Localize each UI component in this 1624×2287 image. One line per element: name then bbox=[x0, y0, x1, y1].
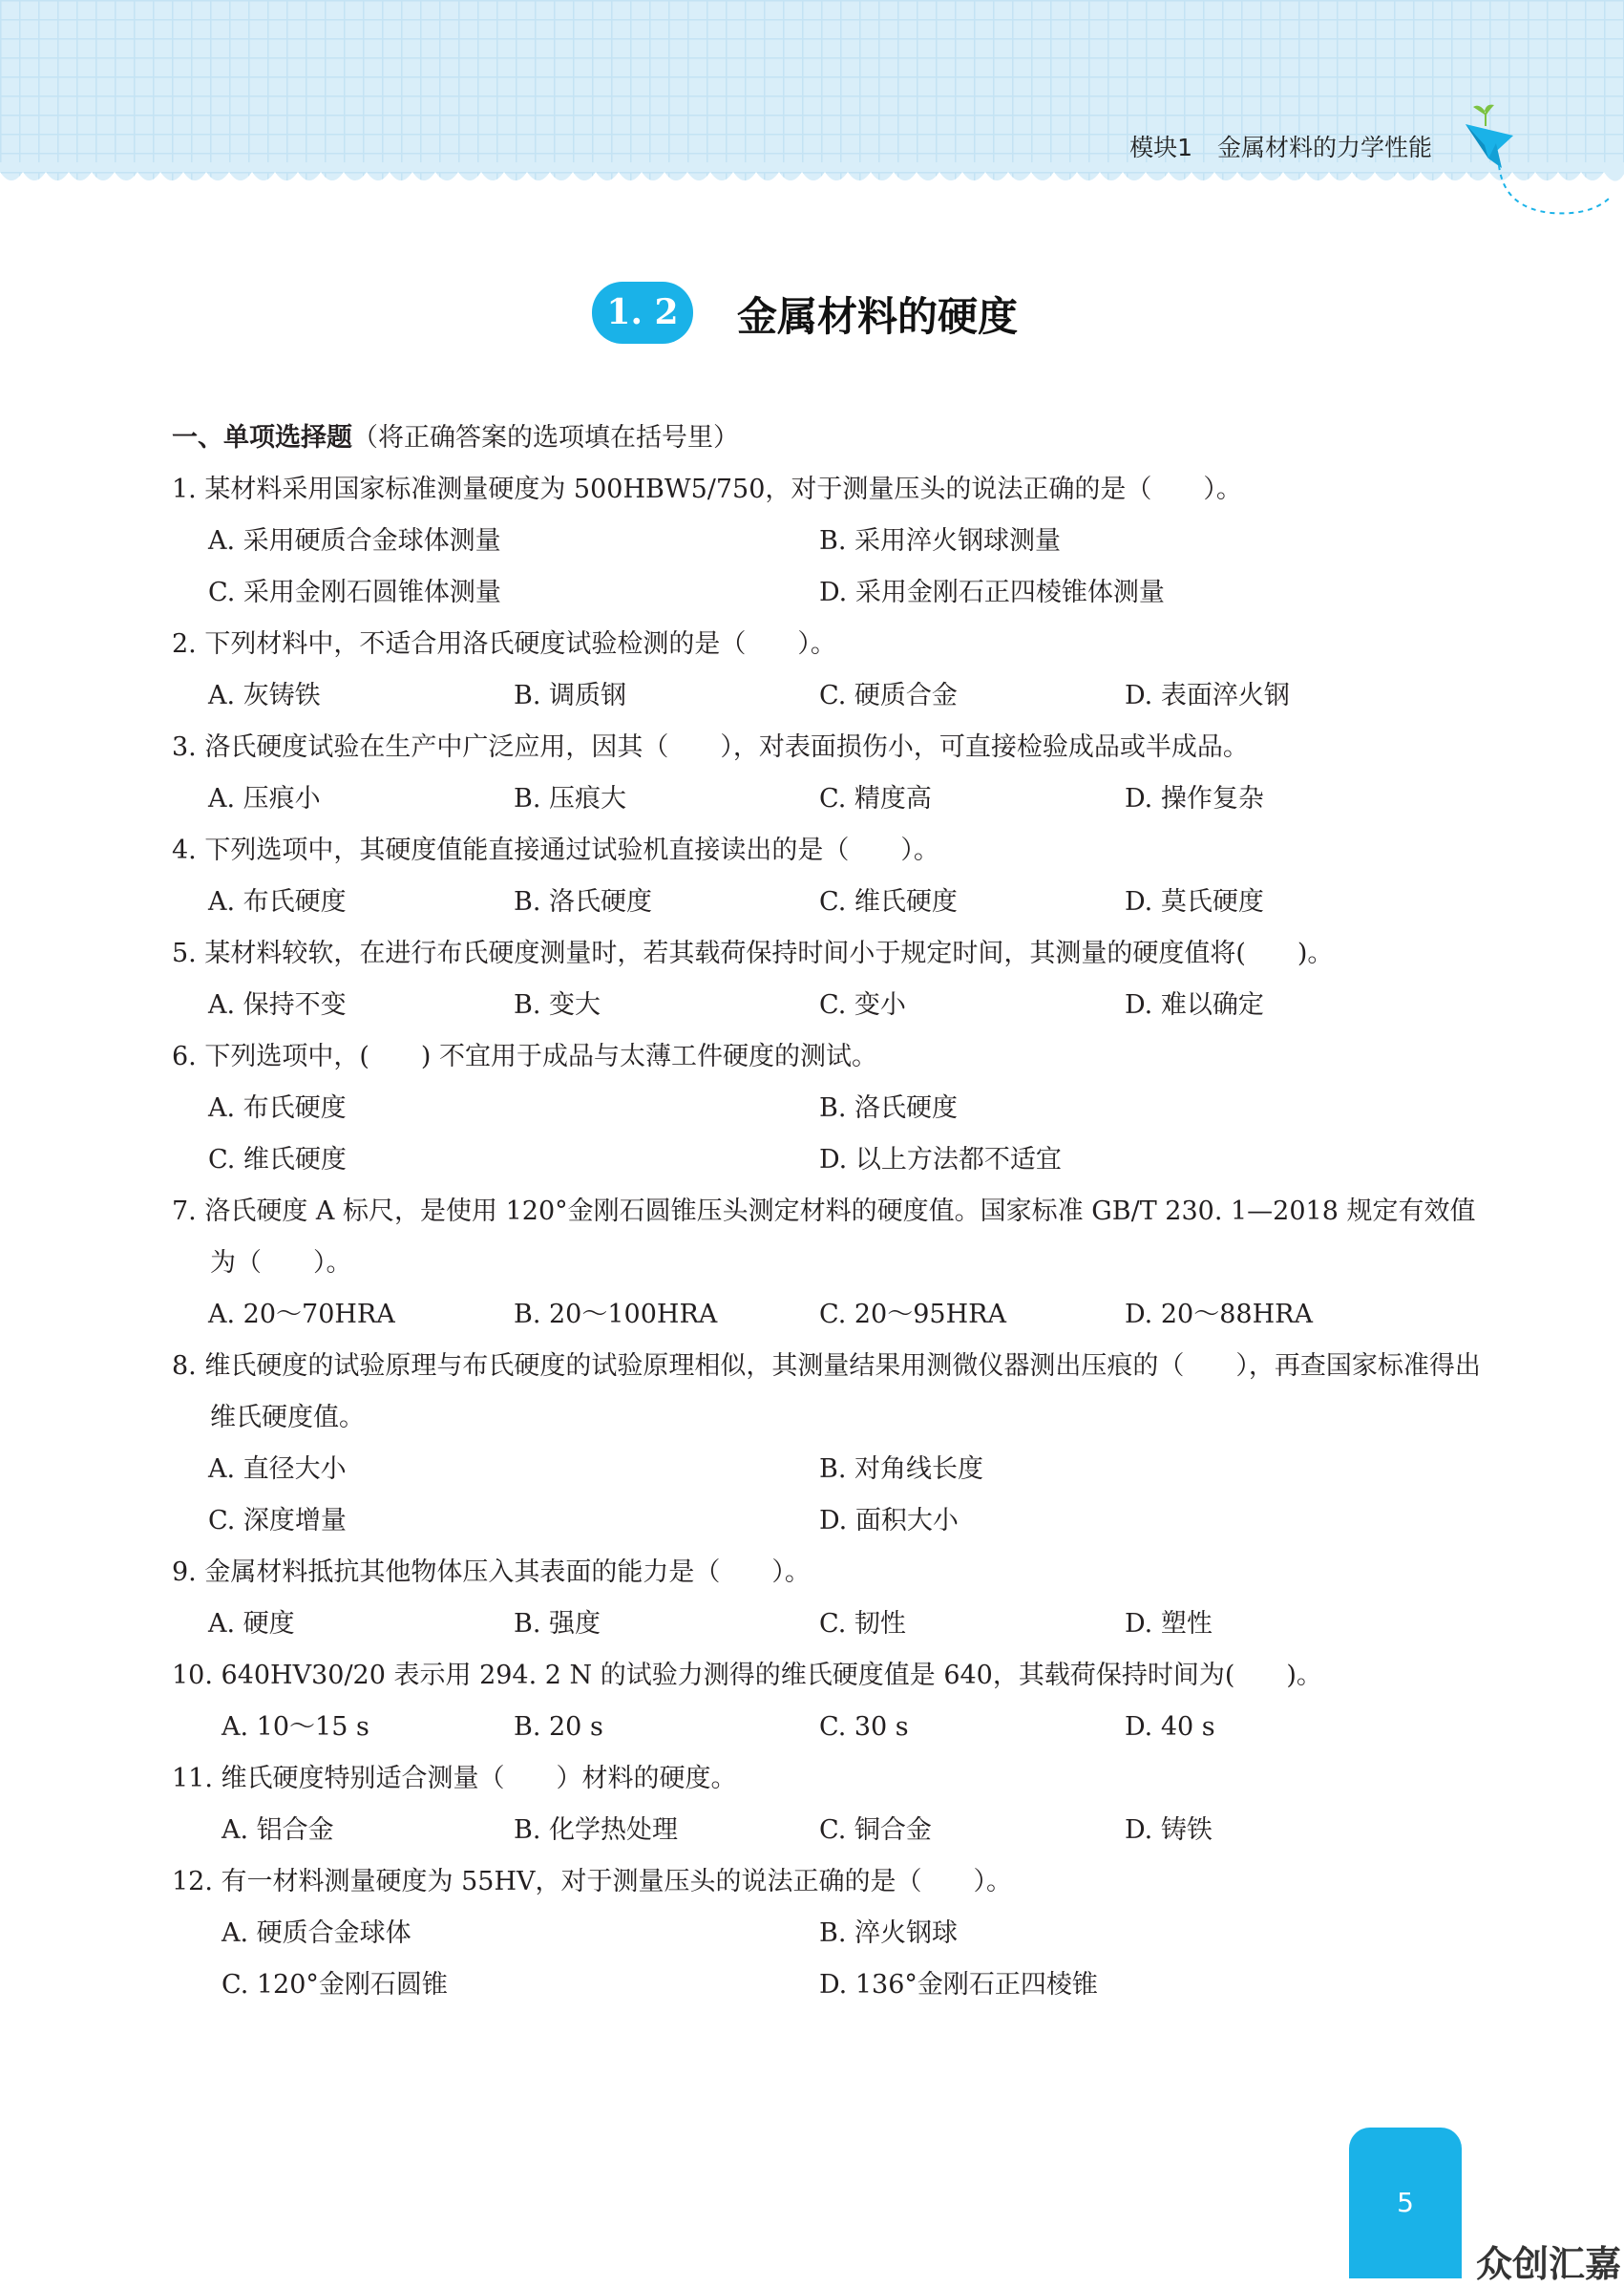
question-options bbox=[172, 1083, 1461, 1134]
part-label: 一、单项选择题 bbox=[172, 423, 352, 453]
option-c: C. 120°金刚石圆锥 bbox=[221, 1970, 448, 2000]
option-a: A. 10～15 s bbox=[221, 1712, 369, 1742]
question-options bbox=[172, 1959, 1461, 2011]
option-c: C. 维氏硬度 bbox=[208, 1145, 347, 1175]
module-code: 模块1 bbox=[1129, 134, 1192, 161]
option-c: C. 硬质合金 bbox=[819, 681, 958, 710]
question-options bbox=[172, 1599, 1461, 1650]
option-b: B. 洛氏硬度 bbox=[819, 1093, 959, 1123]
exercise-content bbox=[172, 413, 1481, 2011]
option-b: B. 20 s bbox=[514, 1712, 603, 1742]
option-a: A. 铝合金 bbox=[221, 1815, 334, 1845]
question-stem: 12. 有一材料测量硬度为 55HV，对于测量压头的说法正确的是（ ）。 bbox=[172, 1867, 1013, 1896]
option-b: B. 对角线长度 bbox=[819, 1454, 984, 1484]
option-b: B. 20～100HRA bbox=[514, 1300, 718, 1329]
question-stem: 4. 下列选项中，其硬度值能直接通过试验机直接读出的是（ ）。 bbox=[172, 836, 939, 865]
question-options bbox=[172, 773, 1461, 825]
option-d: D. 操作复杂 bbox=[1125, 784, 1264, 814]
question-options bbox=[172, 877, 1461, 928]
option-a: A. 灰铸铁 bbox=[208, 681, 321, 710]
part-title bbox=[172, 413, 1461, 464]
option-c: C. 精度高 bbox=[819, 784, 932, 814]
option-b: B. 洛氏硬度 bbox=[514, 887, 653, 917]
question-options bbox=[172, 1805, 1461, 1856]
question-stem: 3. 洛氏硬度试验在生产中广泛应用，因其（ ），对表面损伤小，可直接检验成品或半成品。 bbox=[172, 732, 1249, 762]
option-c: C. 深度增量 bbox=[208, 1506, 347, 1535]
option-d: D. 莫氏硬度 bbox=[1125, 887, 1264, 917]
option-b: B. 变大 bbox=[514, 990, 601, 1020]
option-d: D. 以上方法都不适宜 bbox=[819, 1145, 1062, 1175]
question-stem: 7. 洛氏硬度 A 标尺，是使用 120°金刚石圆锥压头测定材料的硬度值。国家标准 GB/T 230. 1—2018 规定有效值为（ ）。 bbox=[172, 1196, 1476, 1278]
option-b: B. 强度 bbox=[514, 1609, 601, 1639]
question-stem: 1. 某材料采用国家标准测量硬度为 500HBW5/750，对于测量压头的说法正确的是（ ）。 bbox=[172, 475, 1242, 504]
question-stem: 10. 640HV30/20 表示用 294. 2 N 的试验力测得的维氏硬度值是 640，其载荷保持时间为( )。 bbox=[172, 1661, 1322, 1690]
option-b: B. 压痕大 bbox=[514, 784, 627, 814]
question-options bbox=[172, 980, 1461, 1031]
question-options bbox=[172, 1289, 1461, 1341]
question-options bbox=[172, 1495, 1461, 1547]
question-options bbox=[172, 670, 1461, 722]
option-a: A. 布氏硬度 bbox=[208, 887, 347, 917]
header-wave-edge bbox=[0, 162, 1624, 220]
option-d: D. 40 s bbox=[1125, 1712, 1215, 1742]
option-a: A. 压痕小 bbox=[208, 784, 321, 814]
module-title: 金属材料的力学性能 bbox=[1216, 134, 1432, 161]
option-c: C. 维氏硬度 bbox=[819, 887, 958, 917]
option-c: C. 20～95HRA bbox=[819, 1300, 1006, 1329]
option-d: D. 20～88HRA bbox=[1125, 1300, 1313, 1329]
question-stem: 11. 维氏硬度特别适合测量（ ）材料的硬度。 bbox=[172, 1764, 737, 1793]
part-note: （将正确答案的选项填在括号里） bbox=[352, 423, 739, 453]
option-a: A. 硬度 bbox=[208, 1609, 295, 1639]
question-stem: 5. 某材料较软，在进行布氏硬度测量时，若其载荷保持时间小于规定时间，其测量的硬度值将( )。 bbox=[172, 939, 1334, 968]
paper-plane-icon bbox=[1446, 103, 1618, 246]
question-options bbox=[172, 1134, 1461, 1186]
option-d: D. 136°金刚石正四棱锥 bbox=[819, 1970, 1098, 2000]
option-d: D. 塑性 bbox=[1125, 1609, 1213, 1639]
question-stem: 2. 下列材料中，不适合用洛氏硬度试验检测的是（ ）。 bbox=[172, 629, 836, 659]
question-options bbox=[172, 1444, 1461, 1495]
question-stem: 6. 下列选项中，( ) 不宜用于成品与太薄工件硬度的测试。 bbox=[172, 1042, 877, 1071]
question-options bbox=[172, 1702, 1461, 1753]
question-stem: 8. 维氏硬度的试验原理与布氏硬度的试验原理相似，其测量结果用测微仪器测出压痕的（ ），再查国家标准得出维氏硬度值。 bbox=[172, 1351, 1481, 1432]
option-d: D. 采用金刚石正四棱锥体测量 bbox=[819, 578, 1165, 607]
option-a: A. 20～70HRA bbox=[208, 1300, 395, 1329]
question-stem: 9. 金属材料抵抗其他物体压入其表面的能力是（ ）。 bbox=[172, 1557, 811, 1587]
question-options bbox=[172, 516, 1461, 567]
option-b: B. 调质钢 bbox=[514, 681, 627, 710]
option-d: D. 表面淬火钢 bbox=[1125, 681, 1290, 710]
section-title: 金属材料的硬度 bbox=[737, 293, 1019, 340]
option-b: B. 采用淬火钢球测量 bbox=[819, 526, 1062, 556]
option-a: A. 布氏硬度 bbox=[208, 1093, 347, 1123]
option-c: C. 韧性 bbox=[819, 1609, 906, 1639]
page-number: 5 bbox=[1397, 2187, 1414, 2218]
option-a: A. 直径大小 bbox=[208, 1454, 347, 1484]
option-a: A. 硬质合金球体 bbox=[221, 1918, 411, 1948]
option-d: D. 面积大小 bbox=[819, 1506, 959, 1535]
question-options bbox=[172, 1908, 1461, 1959]
option-c: C. 30 s bbox=[819, 1712, 909, 1742]
option-b: B. 化学热处理 bbox=[514, 1815, 679, 1845]
option-d: D. 铸铁 bbox=[1125, 1815, 1213, 1845]
watermark-logo: 众创汇嘉 bbox=[1475, 2243, 1621, 2285]
option-a: A. 保持不变 bbox=[208, 990, 347, 1020]
section-number-badge: 1. 2 bbox=[592, 282, 693, 344]
option-d: D. 难以确定 bbox=[1125, 990, 1264, 1020]
option-c: C. 铜合金 bbox=[819, 1815, 932, 1845]
question-options bbox=[172, 567, 1461, 619]
option-b: B. 淬火钢球 bbox=[819, 1918, 959, 1948]
option-c: C. 采用金刚石圆锥体测量 bbox=[208, 578, 501, 607]
page-number-tab bbox=[1349, 2128, 1462, 2278]
option-c: C. 变小 bbox=[819, 990, 906, 1020]
module-header bbox=[1050, 129, 1432, 163]
option-a: A. 采用硬质合金球体测量 bbox=[208, 526, 501, 556]
